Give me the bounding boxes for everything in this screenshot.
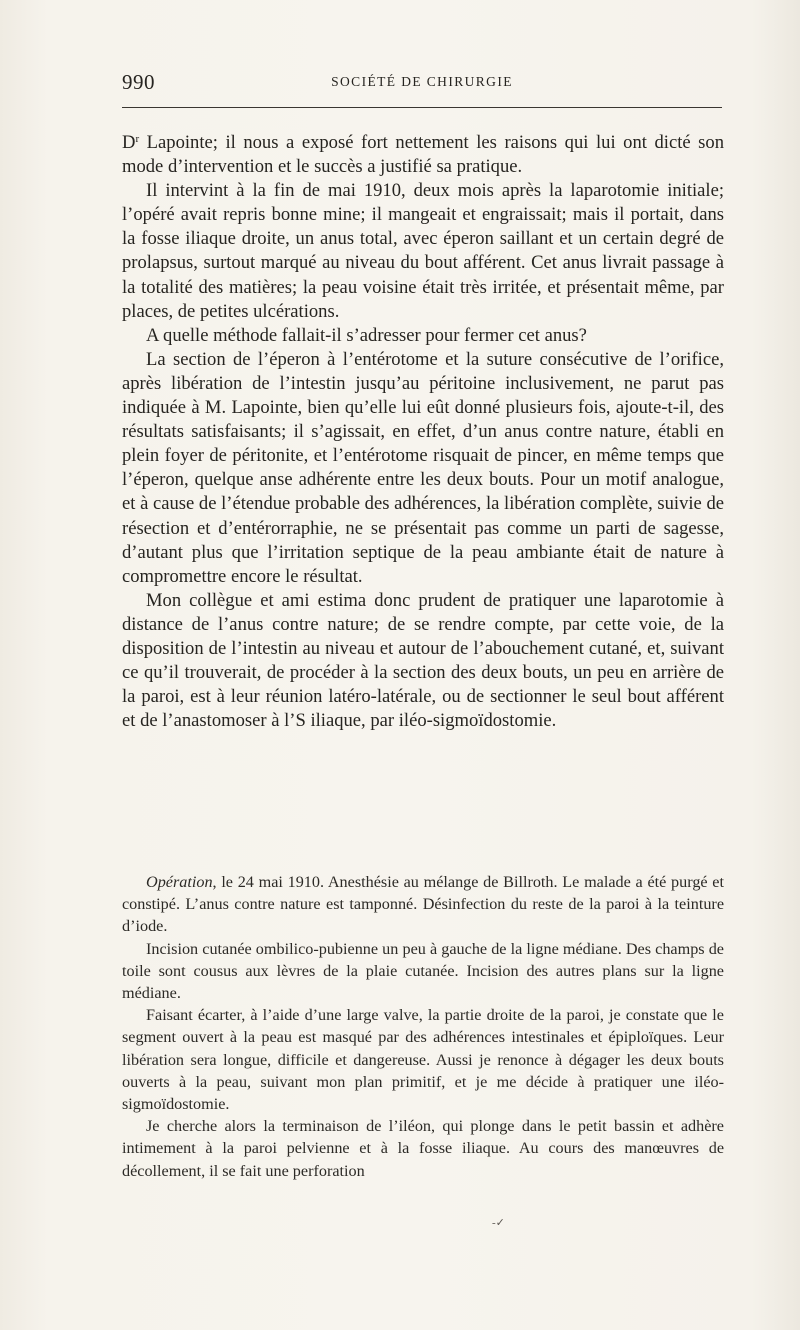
paragraph-5: Mon collègue et ami estima donc prudent de pratiquer une laparotomie à distance de l’anus contre nature; de se rendre compte, par cette voie, de la disposition de l’intestin au niveau et autour de l’abouchement cutané, et, suivant ce qu’il trouverait, de procéder à la section des deux bouts, un peu en arrière de la paroi, est à leur réunion latéro-latérale, ou de sectionner le seul bout afférent et de l’anastomoser à l’S iliaque, par iléo-sigmoïdostomie. — [122, 589, 724, 732]
page-header — [122, 70, 722, 100]
paragraph-1-text: Lapointe; il nous a exposé fort nettement les raisons qui lui ont dicté son mode d’intervention et le succès a justifié sa pratique. — [122, 132, 724, 178]
paragraph-2: Il intervint à la fin de mai 1910, deux mois après la laparotomie initiale; l’opéré avait repris bonne mine; il mangeait et engraissait; mais il portait, dans la fosse iliaque droite, un anus total, avec éperon saillant et un certain degré de prolapsus, surtout marqué au niveau du bout afférent. Cet anus livrait passage à la totalité des matières; la peau voisine était très irritée, et présentait même, par places, de petites ulcérations. — [122, 180, 724, 322]
page-number: 990 — [122, 70, 155, 94]
running-title: SOCIÉTÉ DE CHIRURGIE — [331, 74, 513, 89]
note-2: Incision cutanée ombilico-pubienne un peu à gauche de la ligne médiane. Des champs de toile sont cousus aux lèvres de la plaie cutanée. Incision des autres plans sur la ligne médiane. — [122, 939, 724, 1003]
note-1-label: Opération — [146, 873, 213, 891]
header-rule — [122, 107, 722, 108]
paragraph-1 — [122, 127, 724, 179]
title-abbrev: D — [122, 132, 136, 153]
operation-notes — [122, 871, 724, 1182]
note-1 — [122, 871, 724, 938]
note-4: Je cherche alors la terminaison de l’iléon, qui plonge dans le petit bassin et adhère intimement à la paroi pelvienne et à la fosse iliaque. Au cours des manœuvres de décollement, il se fait une perforation — [122, 1117, 724, 1180]
signature-mark: -✓ — [492, 1217, 505, 1229]
main-text — [122, 127, 724, 733]
title-abbrev-superscript: r — [135, 133, 140, 145]
paragraph-4: La section de l’éperon à l’entérotome et la suture consécutive de l’orifice, après libération de l’intestin jusqu’au péritoine inclusivement, ne parut pas indiquée à M. Lapointe, bien qu’elle lui eût donné plusieurs fois, ajoute-t-il, des résultats satisfaisants; il s’agissait, en effet, d’un anus contre nature, établi en plein foyer de péritonite, et l’entérotome risquait de pincer, en même temps que l’éperon, quelque anse adhérente entre les deux bouts. Pour un motif analogue, et à cause de l’étendue probable des adhérences, la libération complète, suivie de résection et d’entérorraphie, ne se présentait pas comme un parti de sagesse, d’autant plus que l’irritation septique de la peau ambiante était de nature à compromettre encore le résultat. — [122, 348, 724, 587]
note-3: Faisant écarter, à l’aide d’une large valve, la partie droite de la paroi, je constate que le segment ouvert à la peau est masqué par des adhérences intestinales et épiploïques. Leur libération sera longue, difficile et dangereuse. Aussi je renonce à dégager les deux bouts ouverts à la peau, suivant mon plan primitif, et je me décide à pratiquer une iléo-sigmoïdostomie. — [122, 1006, 724, 1114]
paragraph-3: A quelle méthode fallait-il s’adresser pour fermer cet anus? — [146, 324, 587, 346]
note-1-text: , le 24 mai 1910. Anesthésie au mélange de Billroth. Le malade a été purgé et constipé. L’anus contre nature est tamponné. Désinfection du reste de la paroi à la teinture d’iode. — [122, 873, 724, 936]
